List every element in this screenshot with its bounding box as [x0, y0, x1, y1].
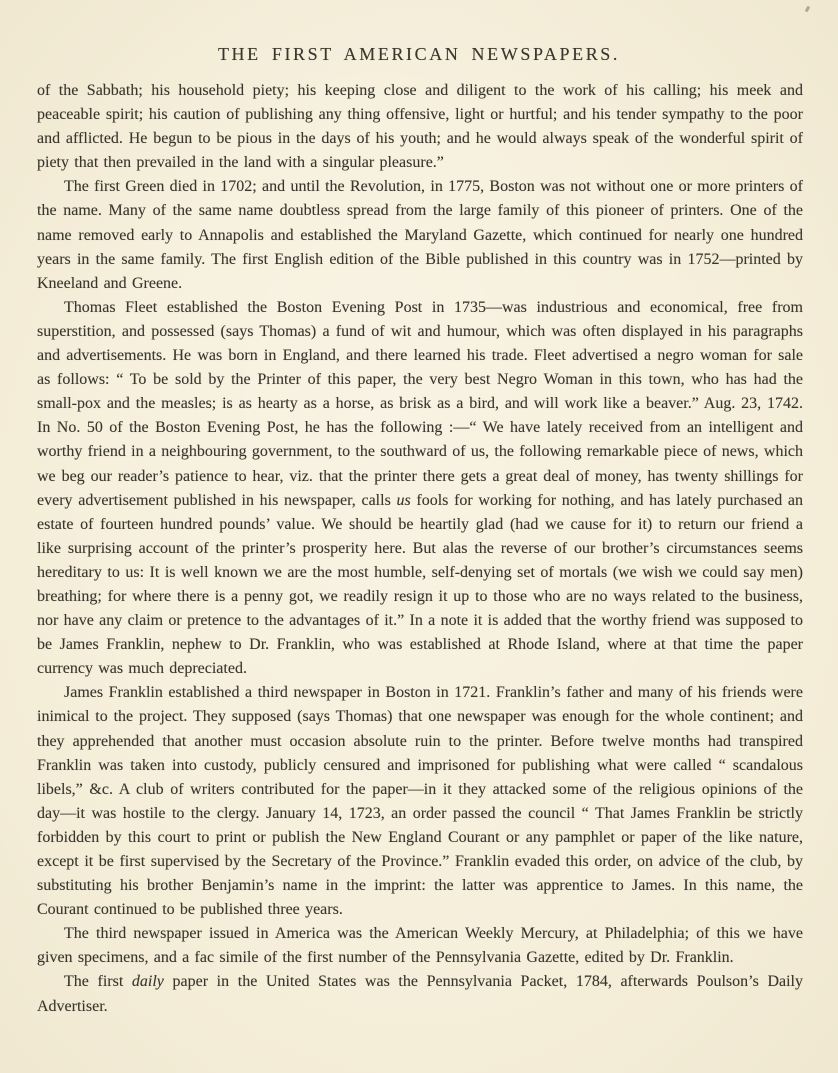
page-body	[37, 79, 803, 1019]
text-run: The first Green died in 1702; and until the Revolution, in 1775, Boston was not without one or more printers of the name. Many of the same name doubtless spread from the large family of this pioneer of printers. One of the name removed early to Annapolis and established the Maryland Gazette, which continued for nearly one hundred years in the same family. The first English edition of the Bible published in this country was in 1752—printed by Kneeland and Greene.	[37, 178, 803, 292]
italic-text-run: daily	[131, 973, 164, 991]
text-run: James Franklin established a third newspaper in Boston in 1721. Franklin’s father and many of his friends were inimical to the project. They supposed (says Thomas) that one newspaper was enough for the whole continent; and they apprehended that another must occasion absolute ruin to the printer. Before twelve months had transpired Franklin was taken into custody, publicly censured and imprisoned for publishing what were called “ scandalous libels,” &c. A club of writers contributed for the paper—in it they attacked some of the religious opinions of the day—it was hostile to the clergy. January 14, 1723, an order passed the council “ That James Franklin be strictly forbidden by this court to print or publish the New England Courant or any pamphlet or paper of the like nature, except it be first supervised by the Secretary of the Province.” Franklin evaded this order, on advice of the club, by substituting his brother Benjamin’s name in the imprint: the latter was apprentice to James. In this name, the Courant continued to be published three years.	[37, 684, 803, 919]
paragraph	[37, 79, 803, 175]
text-run: fools for working for nothing, and has lately purchased an estate of fourteen hundred pounds’ value. We should be heartily glad (had we cause for it) to return our friend a like surprising account of the printer’s prosperity here. But alas the reverse of our brother’s circumstances seems hereditary to us: It is well known we are the most humble, self-denying set of mortals (we wish we could say men) breathing; for where there is a penny got, we readily resign it up to those who are no ways related to the business, nor have any claim or pretence to the advantages of it.” In a note it is added that the worthy friend was supposed to be James Franklin, nephew to Dr. Franklin, who was established at Rhode Island, where at that time the paper currency was much depreciated.	[37, 491, 803, 678]
paragraph	[37, 922, 803, 970]
text-run: of the Sabbath; his household piety; his keeping close and diligent to the work of his calling; his meek and peaceable spirit; his caution of publishing any thing offensive, light or hurtful; and his tender sympathy to the poor and afflicted. He begun to be pious in the days of his youth; and he would always speak of the wonderful spirit of piety that then prevailed in the land with a singular pleasure.”	[37, 82, 803, 172]
scan-artifact	[805, 6, 810, 13]
italic-text-run: us	[396, 491, 411, 509]
text-run: paper in the United States was the Pennsylvania Packet, 1784, afterwards Poulson’s Daily Advertiser.	[37, 973, 803, 1015]
page-title: THE FIRST AMERICAN NEWSPAPERS.	[217, 44, 621, 64]
text-run: The first	[64, 973, 132, 991]
paragraph	[37, 175, 803, 295]
paragraph	[37, 970, 803, 1018]
paragraph	[37, 296, 803, 682]
text-run: The third newspaper issued in America was the American Weekly Mercury, at Philadelphia; of this we have given specimens, and a fac simile of the first number of the Pennsylvania Gazette, edited by Dr. Franklin.	[37, 925, 803, 967]
paragraph	[37, 681, 803, 922]
text-run: Thomas Fleet established the Boston Evening Post in 1735—was industrious and economical, free from superstition, and possessed (says Thomas) a fund of wit and humour, which was often displayed in his paragraphs and advertisements. He was born in England, and there learned his trade. Fleet advertised a negro woman for sale as follows: “ To be sold by the Printer of this paper, the very best Negro Woman in this town, who has had the small-pox and the measles; is as hearty as a horse, as brisk as a bird, and will work like a beaver.” Aug. 23, 1742. In No. 50 of the Boston Evening Post, he has the following :—“ We have lately received from an intelligent and worthy friend in a neighbouring government, to the southward of us, the following remarkable piece of news, which we beg our reader’s patience to hear, viz. that the printer there gets a great deal of money, has twenty shillings for every advertisement published in his newspaper, calls	[37, 298, 803, 509]
